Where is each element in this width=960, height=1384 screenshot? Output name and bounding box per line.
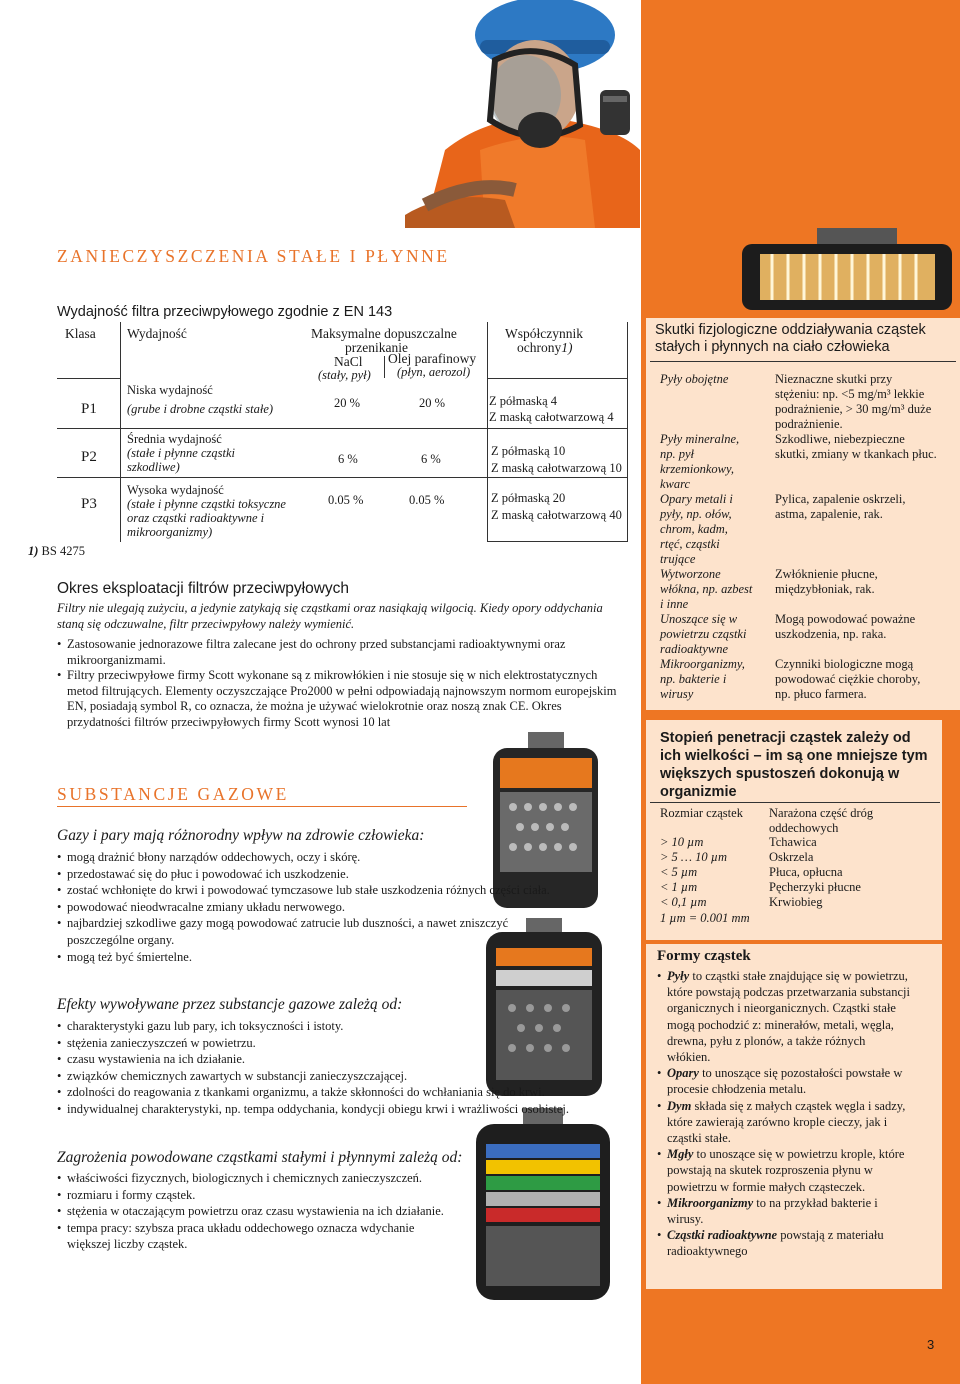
row-p2-factor1: Z półmaską 10 xyxy=(491,444,566,458)
row-p2-olej: 6 % xyxy=(421,452,441,466)
formy-item-mikroorganizmy: • Mikroorganizmy to na przykład bakterie i wirusy. xyxy=(657,1195,942,1227)
stopien-size-4: < 0,1 µm xyxy=(660,895,707,909)
list-item: • Filtry przeciwpyłowe firmy Scott wykonane są z mikrowłókien i nie stosuje się w nich elektrostatycznych metod filtrujących. Elementy oczyszczające Pro2000 w pełni odpowiadają najnowszym normom europejskim EN, posiadają symbol R, co oznacza, że można je używać wielokrotnie oraz noszą znak CE. Okres przydatności filtrów przeciwpyłowych firmy Scott wynosi 10 lat xyxy=(57,668,627,730)
stopien-size-2: < 5 µm xyxy=(660,865,698,879)
table-footnote: 1) BS 4275 xyxy=(28,544,85,558)
formy-item-mgly: • Mgły to unoszące się w powietrzu krople, które powstają na skutek rozproszenia płynu w powietrzu w formie małych cząsteczek. xyxy=(657,1146,942,1195)
efekty-title: Efekty wywoływane przez substancje gazowe zależą od: xyxy=(57,996,403,1013)
skutki-row-0-left: Pyły obojętne xyxy=(660,372,729,386)
skutki-title: Skutki fizjologiczne oddziaływania cząstek stałych i płynnych na ciało człowieka xyxy=(655,322,926,355)
gazy-bullets xyxy=(57,849,627,965)
list-item: • właściwości fizycznych, biologicznych i chemicznych zanieczyszczeń. xyxy=(57,1170,527,1187)
row-p1-name: Niska wydajność xyxy=(127,383,213,397)
skutki-row-5-right: Czynniki biologiczne mogą powodować ciężkie choroby, np. płuco farmera. xyxy=(775,657,921,701)
okres-intro: Filtry nie ulegają zużyciu, a jedynie zatykają się cząstkami oraz nasiąkają wilgocią. Kiedy opory oddychania staną się odczuwalne, filtr przeciwpyłowy należy wymienić. xyxy=(57,601,603,631)
section-divider xyxy=(57,806,467,807)
section-title-gases: SUBSTANCJE GAZOWE xyxy=(57,784,289,804)
skutki-row-1-right: Szkodliwe, niebezpieczne skutki, zmiany w tkankach płuc. xyxy=(775,432,937,461)
skutki-divider xyxy=(650,361,956,362)
zagrozenia-bullets xyxy=(57,1170,527,1253)
list-item: • zdolności do reagowania z tkankami organizmu, a także skłonności do wchłaniania się do krwi. xyxy=(57,1084,637,1101)
list-item: • mogą też być śmiertelne. xyxy=(57,949,627,966)
skutki-row-3-right: Zwłóknienie płucne, międzybłoniak, rak. xyxy=(775,567,878,596)
row-p3-olej: 0.05 % xyxy=(409,493,445,507)
stopien-title: Stopień penetracji cząstek zależy od ich wielkości – im są one mniejsze tym większych spustoszeń dokonują w organizmie xyxy=(660,730,928,800)
header-max-line1: Maksymalne dopuszczalne xyxy=(311,326,457,341)
okres-title: Okres eksploatacji filtrów przeciwpyłowych xyxy=(57,580,350,597)
skutki-row-0-right: Nieznaczne skutki przy stężeniu: np. <5 mg/m³ lekkie podrażnienie, > 30 mg/m³ duże podrażnienie. xyxy=(775,372,932,431)
header-olej: Olej parafinowy xyxy=(388,351,477,366)
row-p3-klasa: P3 xyxy=(81,496,97,512)
efekty-bullets xyxy=(57,1018,637,1118)
list-item: • indywidualnej charakterystyki, np. tempa oddychania, kondycji obiegu krwi i wrażliwości osobistej. xyxy=(57,1101,637,1118)
row-p1-olej: 20 % xyxy=(419,396,446,410)
zagrozenia-title: Zagrożenia powodowane cząstkami stałymi i płynnymi zależą od: xyxy=(57,1149,463,1166)
filter-efficiency-table xyxy=(57,322,628,542)
stopien-divider xyxy=(650,802,940,803)
list-item: • powodować nieodwracalne zmiany układu nerwowego. xyxy=(57,899,627,916)
list-item: • stężenia w otaczającym powietrzu oraz czasu wystawienia na ich działanie. xyxy=(57,1203,527,1220)
row-p2-name: Średnia wydajność xyxy=(127,432,222,446)
header-wspolczynnik: Współczynnik xyxy=(505,326,583,341)
list-item: • przedostawać się do płuc i powodować ich uszkodzenie. xyxy=(57,866,627,883)
list-item: • czasu wystawienia na ich działanie. xyxy=(57,1051,637,1068)
section-title-particles: ZANIECZYSZCZENIA STAŁE I PŁYNNE xyxy=(57,246,450,266)
formy-item-opary: • Opary to unoszące się pozostałości powstałe w procesie chłodzenia metalu. xyxy=(657,1065,942,1097)
row-p2-factor2: Z maską całotwarzową 10 xyxy=(491,461,622,475)
list-item: • charakterystyki gazu lub pary, ich toksyczności i istoty. xyxy=(57,1018,637,1035)
formy-item-pyly: • Pyły to cząstki stałe znajdujące się w powietrzu, które powstają podczas przetwarzania substancji organicznych i nieorganicznych. Cząstki stałe mogą pochodzić z: minerałów, metali, węgla, drewna, pyłu z plonów, a także różnych włókien. xyxy=(657,968,942,1065)
respirator-worker-photo xyxy=(385,0,640,228)
row-p2-desc: (stałe i płynne cząstki szkodliwe) xyxy=(127,446,235,474)
list-item: • zostać wchłonięte do krwi i powodować tymczasowe lub stałe uszkodzenia różnych części ciała. xyxy=(57,882,627,899)
formy-title: Formy cząstek xyxy=(657,948,751,964)
row-p2-nacl: 6 % xyxy=(338,452,358,466)
skutki-row-5-left: Mikroorganizmy, np. bakterie i wirusy xyxy=(660,657,745,701)
row-p1-klasa: P1 xyxy=(81,401,97,417)
page-number: 3 xyxy=(927,1337,935,1352)
list-item: • rozmiaru i formy cząstek. xyxy=(57,1187,527,1204)
list-item: • związków chemicznych zawartych w substancji zanieczyszczającej. xyxy=(57,1068,637,1085)
skutki-row-4-right: Mogą powodować poważne uszkodzenia, np. raka. xyxy=(775,612,916,641)
skutki-row-3-left: Wytworzone włókna, np. azbest i inne xyxy=(660,567,753,611)
stopien-size-0: > 10 µm xyxy=(660,835,704,849)
row-p1-factor2: Z maską całotwarzową 4 xyxy=(489,410,614,424)
list-item: • stężenia zanieczyszczeń w powietrzu. xyxy=(57,1035,637,1052)
row-p1-desc: (grube i drobne cząstki stałe) xyxy=(127,402,274,416)
skutki-row-2-right: Pylica, zapalenie oskrzeli, astma, zapalenie, rak. xyxy=(775,492,906,521)
stopien-part-3: Pęcherzyki płucne xyxy=(769,880,861,894)
row-p1-nacl: 20 % xyxy=(334,396,361,410)
stopien-note: 1 µm = 0.001 mm xyxy=(660,911,750,925)
list-item: • mogą drażnić błony narządów oddechowych, oczy i skórę. xyxy=(57,849,627,866)
row-p3-factor2: Z maską całotwarzową 40 xyxy=(491,508,622,522)
filter-cartridge-photo xyxy=(732,226,960,318)
stopien-col2-header: Narażona część dróg oddechowych xyxy=(769,806,874,835)
header-ochrony: ochrony1) xyxy=(517,340,573,355)
row-p3-factor1: Z półmaską 20 xyxy=(491,491,566,505)
gazy-title: Gazy i pary mają różnorodny wpływ na zdrowie człowieka: xyxy=(57,827,425,844)
formy-list xyxy=(657,968,942,1260)
formy-item-dym: • Dym składa się z małych cząstek węgla i sadzy, które zawierają zarówno krople cieczy, jak i cząstki stałe. xyxy=(657,1098,942,1147)
row-p3-desc: (stałe i płynne cząstki toksyczne oraz cząstki radioaktywne i mikroorganizmy) xyxy=(127,497,286,539)
stopien-size-1: > 5 … 10 µm xyxy=(660,850,728,864)
header-nacl: NaCl xyxy=(334,354,363,369)
row-p3-nacl: 0.05 % xyxy=(328,493,364,507)
okres-bullets xyxy=(57,637,627,730)
skutki-row-4-left: Unoszące się w powietrzu cząstki radioaktywne xyxy=(660,612,747,656)
row-p2-klasa: P2 xyxy=(81,449,97,465)
filter-table-caption: Wydajność filtra przeciwpyłowego zgodnie z EN 143 xyxy=(57,304,393,320)
row-p3-name: Wysoka wydajność xyxy=(127,483,224,497)
row-p1-factor1: Z półmaską 4 xyxy=(489,394,558,408)
skutki-row-2-left: Opary metali i pyły, np. ołów, chrom, kadm, rtęć, cząstki trujące xyxy=(660,492,733,566)
header-klasa: Klasa xyxy=(65,326,96,341)
skutki-row-1-left: Pyły mineralne, np. pył krzemionkowy, kwarc xyxy=(660,432,740,491)
header-olej-sub: (płyn, aerozol) xyxy=(397,365,471,379)
list-item: • Zastosowanie jednorazowe filtra zalecane jest do ochrony przed substancjami radioaktywnymi oraz mikroorganizmami. xyxy=(57,637,627,668)
formy-item-radioaktywne: • Cząstki radioaktywne powstają z materiału radioaktywnego xyxy=(657,1227,942,1259)
stopien-size-3: < 1 µm xyxy=(660,880,698,894)
stopien-part-2: Płuca, opłucna xyxy=(769,865,843,879)
stopien-part-1: Oskrzela xyxy=(769,850,814,864)
header-max-line2: przenikanie xyxy=(345,340,408,355)
header-wydajnosc: Wydajność xyxy=(127,326,187,341)
list-item: • najbardziej szkodliwe gazy mogą powodować zatrucie lub duszności, a nawet zniszczyć poszczególne organy. xyxy=(57,915,577,948)
header-nacl-sub: (stały, pył) xyxy=(318,368,371,382)
list-item: • tempa pracy: szybsza praca układu oddechowego oznacza wdychanie większej liczby cząstek. xyxy=(57,1220,417,1253)
stopien-part-0: Tchawica xyxy=(769,835,817,849)
stopien-part-4: Krwiobieg xyxy=(769,895,823,909)
stopien-col1-header: Rozmiar cząstek xyxy=(660,806,743,820)
